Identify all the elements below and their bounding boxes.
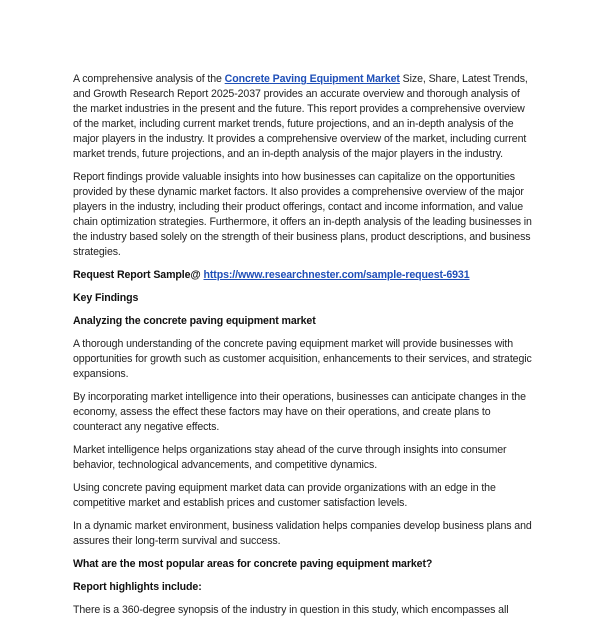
body-paragraph: By incorporating market intelligence into their operations, businesses can anticipate changes in the economy, assess the effect these factors may have on their operations, and create plans to counteract any negative effects. bbox=[73, 391, 526, 433]
document-page bbox=[73, 72, 533, 626]
findings-paragraph: Report findings provide valuable insights into how businesses can capitalize on the opportunities provided by these dynamic market factors. It also provides a comprehensive overview of the major players in the industry, including their product offerings, contact and income information, and value chain optimization strategies. Furthermore, it offers an in-depth analysis of the leading businesses in the industry based solely on the strength of their business plans, product descriptions, and business strategies. bbox=[73, 171, 532, 258]
analyzing-heading: Analyzing the concrete paving equipment market bbox=[73, 315, 316, 327]
body-paragraph: Using concrete paving equipment market data can provide organizations with an edge in the competitive market and establish prices and customer satisfaction levels. bbox=[73, 482, 496, 509]
body-paragraph: In a dynamic market environment, business validation helps companies develop business plans and assures their long-term survival and success. bbox=[73, 520, 532, 547]
intro-paragraph: A comprehensive analysis of the Concrete Paving Equipment Market Size, Share, Latest Trends, and Growth Research Report 2025-2037 provides an accurate overview and thorough analysis of the market industries in the present and the future. This report provides a comprehensive overview of the market, including current market trends, future projections, and an in-depth analysis of the major players in the industry. It provides a comprehensive overview of the market, including current market trends, future projections, and an in-depth analysis of the major players in the industry. bbox=[73, 73, 528, 160]
sample-request-link[interactable]: https://www.researchnester.com/sample-request-6931 bbox=[203, 269, 470, 281]
popular-areas-heading: What are the most popular areas for concrete paving equipment market? bbox=[73, 558, 433, 570]
body-paragraph: A thorough understanding of the concrete paving equipment market will provide businesses with opportunities for growth such as customer acquisition, enhancements to their services, and strategic expansions. bbox=[73, 338, 532, 380]
request-sample-line: Request Report Sample@ https://www.researchnester.com/sample-request-6931 bbox=[73, 269, 470, 281]
body-paragraph: Market intelligence helps organizations stay ahead of the curve through insights into consumer behavior, technological advancements, and competitive dynamics. bbox=[73, 444, 507, 471]
key-findings-heading: Key Findings bbox=[73, 292, 139, 304]
market-report-link[interactable]: Concrete Paving Equipment Market bbox=[224, 73, 400, 85]
highlights-heading: Report highlights include: bbox=[73, 581, 202, 593]
last-paragraph: There is a 360-degree synopsis of the industry in question in this study, which encompasses all bbox=[73, 604, 509, 616]
